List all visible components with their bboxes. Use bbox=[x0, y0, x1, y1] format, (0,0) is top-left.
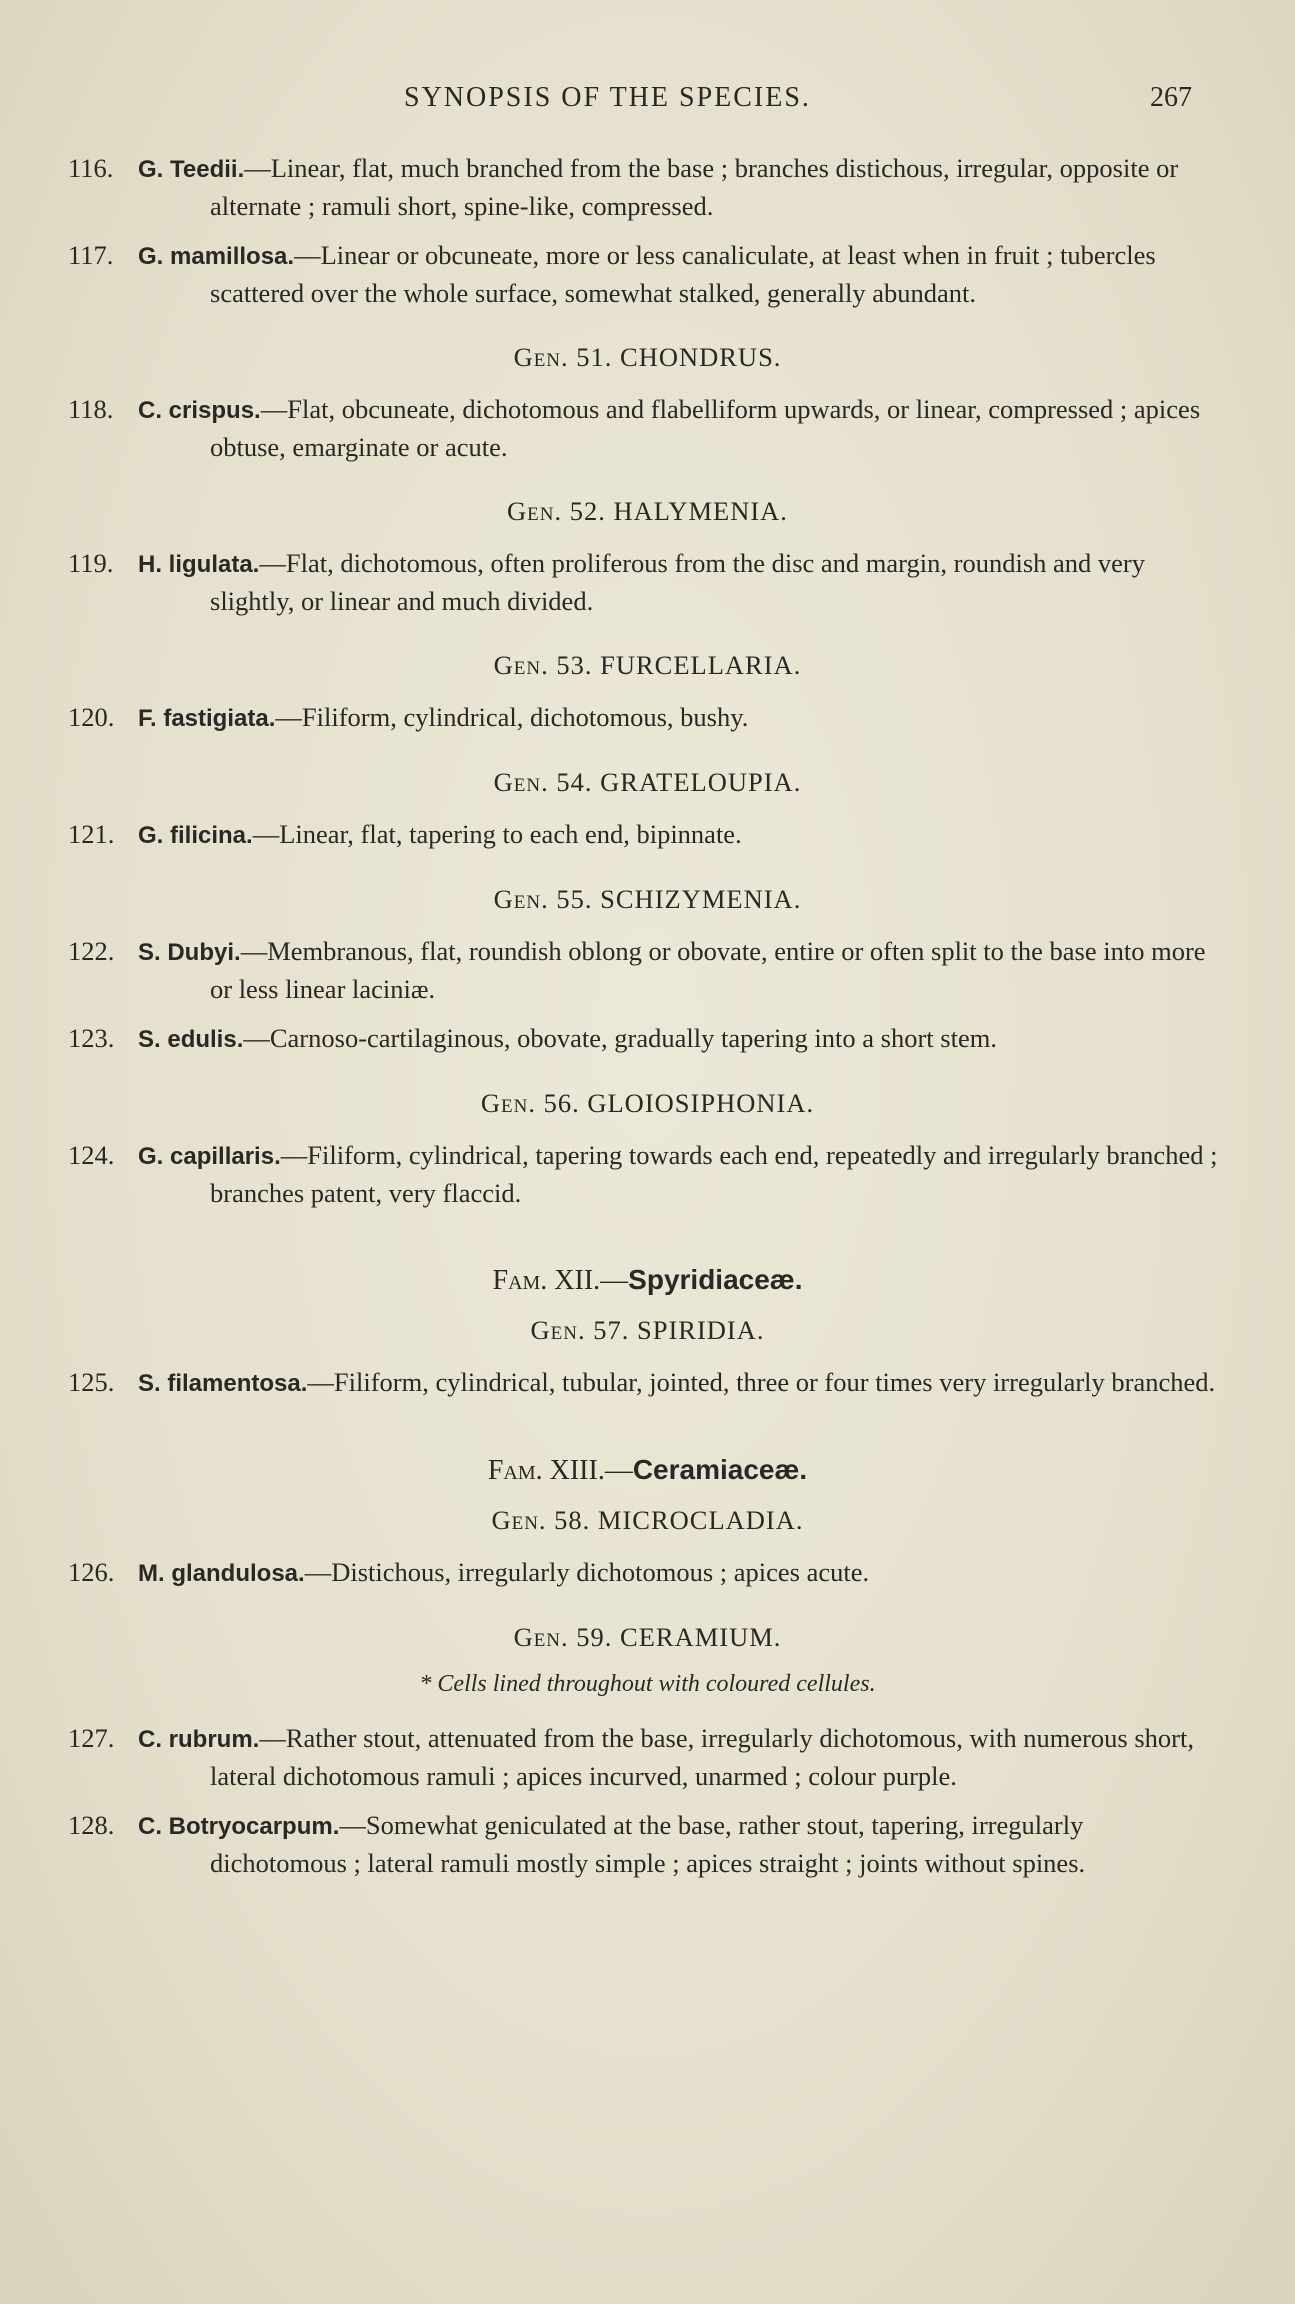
species-entry-120 bbox=[0, 699, 1295, 737]
species-name: G. mamillosa. bbox=[138, 243, 295, 270]
species-description: —Distichous, irregularly dichotomous ; apices acute. bbox=[304, 1557, 870, 1587]
subgroup-heading: * Cells lined throughout with coloured cellules. bbox=[419, 1671, 876, 1697]
entry-number: 117. bbox=[68, 240, 114, 270]
species-description: —Flat, dichotomous, often proliferous from the disc and margin, roundish and very slightly, or linear and much divided. bbox=[210, 548, 1145, 616]
genus-name: GRATELOUPIA. bbox=[600, 767, 802, 797]
species-name: G. filicina. bbox=[138, 822, 253, 849]
species-description: —Somewhat geniculated at the base, rather stout, tapering, irregularly dichotomous ; lateral ramuli mostly simple ; apices straight ; joints without spines. bbox=[210, 1810, 1086, 1878]
species-entry-118 bbox=[0, 391, 1295, 466]
running-title: SYNOPSIS OF THE SPECIES. bbox=[404, 82, 811, 113]
species-entry-119 bbox=[0, 545, 1295, 620]
entry-number: 119. bbox=[68, 548, 114, 578]
species-description: —Filiform, cylindrical, tapering towards each end, repeatedly and irregularly branched ; branches patent, very flaccid. bbox=[210, 1140, 1218, 1208]
genus-label: Gen. 52. bbox=[507, 496, 606, 526]
species-name: S. filamentosa. bbox=[138, 1370, 308, 1397]
genus-name: SPIRIDIA. bbox=[636, 1315, 765, 1345]
entry-number: 126. bbox=[68, 1557, 115, 1587]
species-name: F. fastigiata. bbox=[138, 705, 276, 732]
genus-name: GLOIOSIPHONIA. bbox=[587, 1088, 815, 1118]
species-name: G. Teedii. bbox=[138, 156, 245, 183]
species-description: —Membranous, flat, roundish oblong or obovate, entire or often split to the base into more or less linear laciniæ. bbox=[210, 936, 1206, 1004]
species-description: —Carnoso-cartilaginous, obovate, gradually tapering into a short stem. bbox=[243, 1023, 997, 1053]
genus-heading-51 bbox=[0, 342, 1295, 373]
genus-name: SCHIZYMENIA. bbox=[600, 884, 802, 914]
family-label: Fam. XII.— bbox=[492, 1265, 629, 1296]
genus-label: Gen. 54. bbox=[493, 767, 593, 797]
entry-number: 123. bbox=[68, 1023, 115, 1053]
species-description: —Linear, flat, much branched from the base ; branches distichous, irregular, opposite or alternate ; ramuli short, spine-like, compressed. bbox=[210, 153, 1179, 221]
species-description: —Linear, flat, tapering to each end, bipinnate. bbox=[252, 819, 742, 849]
entry-number: 116. bbox=[68, 153, 114, 183]
entry-number: 120. bbox=[68, 702, 115, 732]
species-entry-121 bbox=[0, 816, 1295, 854]
species-entry-123 bbox=[0, 1020, 1295, 1058]
genus-label: Gen. 58. bbox=[491, 1505, 591, 1535]
species-entry-122 bbox=[0, 933, 1295, 1008]
genus-label: Gen. 53. bbox=[493, 650, 593, 680]
genus-name: CHONDRUS. bbox=[620, 342, 782, 372]
species-name: C. Botryocarpum. bbox=[138, 1813, 340, 1840]
species-name: C. rubrum. bbox=[138, 1726, 260, 1753]
entry-number: 127. bbox=[68, 1723, 115, 1753]
genus-heading-59 bbox=[0, 1622, 1295, 1653]
genus-label: Gen. 59. bbox=[513, 1622, 613, 1652]
genus-name: CERAMIUM. bbox=[620, 1622, 782, 1652]
species-name: H. ligulata. bbox=[138, 551, 260, 578]
entry-number: 122. bbox=[68, 936, 115, 966]
entry-number: 121. bbox=[68, 819, 115, 849]
entry-number: 124. bbox=[68, 1140, 115, 1170]
species-name: S. Dubyi. bbox=[138, 939, 241, 966]
genus-name: MICROCLADIA. bbox=[597, 1505, 804, 1535]
species-name: M. glandulosa. bbox=[138, 1560, 305, 1587]
species-entry-127 bbox=[0, 1720, 1295, 1795]
species-entry-124 bbox=[0, 1137, 1295, 1212]
genus-label: Gen. 57. bbox=[530, 1315, 630, 1345]
species-entry-125 bbox=[0, 1364, 1295, 1402]
species-name: C. crispus. bbox=[138, 397, 261, 424]
family-name: Spyridiaceæ. bbox=[628, 1264, 803, 1295]
species-entry-126 bbox=[0, 1554, 1295, 1592]
genus-heading-58 bbox=[0, 1505, 1295, 1536]
species-description: —Linear or obcuneate, more or less canaliculate, at least when in fruit ; tubercles scattered over the whole surface, somewhat stalked, generally abundant. bbox=[210, 240, 1156, 308]
page-number: 267 bbox=[1150, 82, 1192, 113]
species-entry-117 bbox=[0, 237, 1295, 312]
genus-label: Gen. 56. bbox=[480, 1088, 580, 1118]
genus-name: HALYMENIA. bbox=[613, 496, 788, 526]
genus-label: Gen. 51. bbox=[513, 342, 613, 372]
family-heading-13 bbox=[0, 1454, 1295, 1487]
species-name: G. capillaris. bbox=[138, 1143, 281, 1170]
species-description: —Filiform, cylindrical, dichotomous, bushy. bbox=[275, 702, 749, 732]
genus-heading-57 bbox=[0, 1315, 1295, 1346]
genus-heading-54 bbox=[0, 767, 1295, 798]
family-label: Fam. XIII.— bbox=[487, 1455, 633, 1486]
genus-heading-53 bbox=[0, 650, 1295, 681]
species-description: —Rather stout, attenuated from the base, irregularly dichotomous, with numerous short, lateral dichotomous ramuli ; apices incurved, unarmed ; colour purple. bbox=[210, 1723, 1194, 1791]
entry-number: 125. bbox=[68, 1367, 115, 1397]
species-description: —Filiform, cylindrical, tubular, jointed, three or four times very irregularly branched. bbox=[307, 1367, 1216, 1397]
family-name: Ceramiaceæ. bbox=[632, 1454, 808, 1485]
species-description: —Flat, obcuneate, dichotomous and flabelliform upwards, or linear, compressed ; apices obtuse, emarginate or acute. bbox=[210, 394, 1201, 462]
species-synopsis bbox=[0, 150, 1295, 1894]
genus-heading-56 bbox=[0, 1088, 1295, 1119]
entry-number: 118. bbox=[68, 394, 114, 424]
genus-heading-55 bbox=[0, 884, 1295, 915]
species-name: S. edulis. bbox=[138, 1026, 244, 1053]
genus-label: Gen. 55. bbox=[493, 884, 593, 914]
page-header bbox=[0, 82, 1295, 122]
family-heading-12 bbox=[0, 1264, 1295, 1297]
species-entry-128 bbox=[0, 1807, 1295, 1882]
genus-heading-52 bbox=[0, 496, 1295, 527]
genus-name: FURCELLARIA. bbox=[600, 650, 802, 680]
entry-number: 128. bbox=[68, 1810, 115, 1840]
species-entry-116 bbox=[0, 150, 1295, 225]
